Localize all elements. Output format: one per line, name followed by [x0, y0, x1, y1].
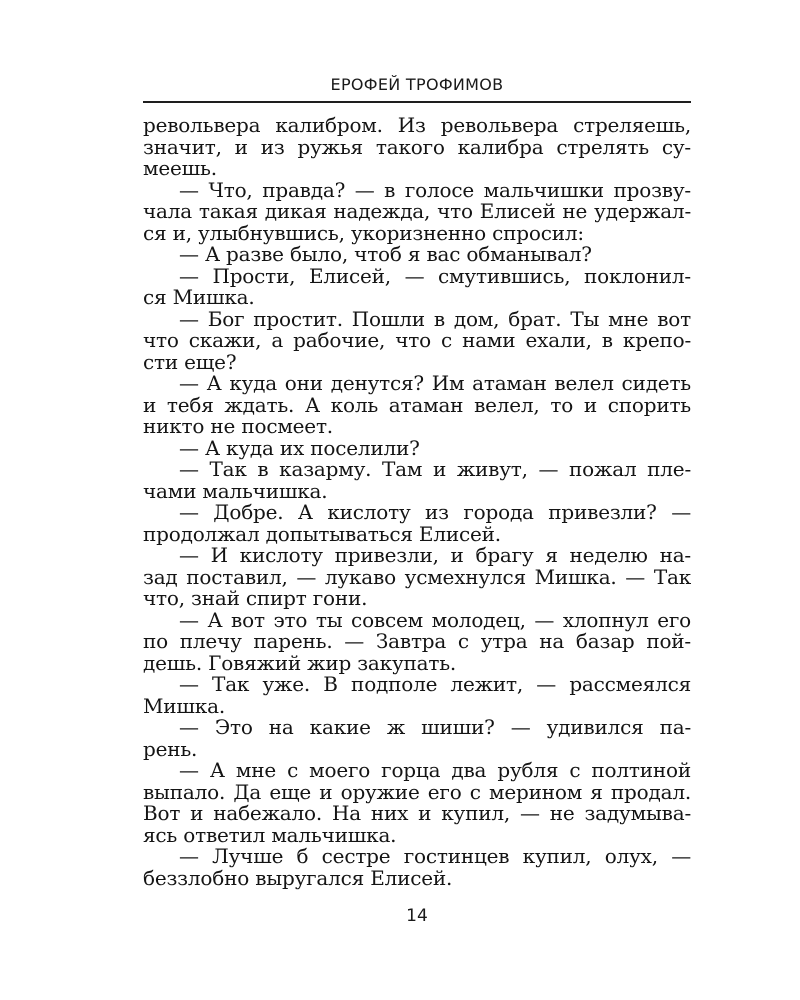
text-line: — Добре. А кислоту из города привезли? —: [179, 500, 691, 524]
text-line: — А разве было, чтоб я вас обманывал?: [179, 242, 592, 266]
text-line: значит, и из ружья такого калибра стрелять су-: [143, 134, 691, 159]
text-line: ся и, улыбнувшись, укоризненно спросил:: [143, 220, 584, 245]
text-line: — Так уже. В подполе лежит, — рассмеялся: [179, 672, 691, 696]
text-line: и тебя ждать. А коль атаман велел, то и спорить: [143, 392, 691, 417]
text-line: — Что, правда? — в голосе мальчишки прозву-: [179, 177, 691, 202]
body-text: [143, 115, 691, 889]
text-line: — И кислоту привезли, и брагу я неделю на-: [179, 543, 691, 567]
text-line: сти еще?: [143, 349, 237, 374]
page-number: 14: [406, 906, 428, 926]
text-line: — А вот это ты совсем молодец, — хлопнул его: [179, 607, 691, 632]
text-line: что скажи, а рабочие, что с нами ехали, в крепо-: [143, 328, 691, 352]
text-line: — Так в казарму. Там и живут, — пожал пле-: [179, 457, 691, 481]
header-rule: [143, 101, 691, 103]
text-line: по плечу парень. — Завтра с утра на базар пой-: [143, 629, 691, 653]
text-line: чала такая дикая надежда, что Елисей не удержал-: [143, 199, 691, 223]
text-line: беззлобно выругался Елисей.: [143, 865, 453, 890]
text-line: ся Мишка.: [143, 285, 255, 309]
text-line: Вот и набежало. На них и купил, — не задумыва-: [143, 801, 691, 825]
text-line: что, знай спирт гони.: [143, 586, 368, 610]
text-line: револьвера калибром. Из револьвера стреляешь,: [143, 113, 691, 137]
text-line: Мишка.: [143, 693, 225, 718]
text-line: — Это на какие ж шиши? — удивился па-: [179, 715, 691, 739]
text-line: зад поставил, — лукаво усмехнулся Мишка. — Так: [143, 564, 691, 589]
text-line: ясь ответил мальчишка.: [143, 822, 397, 847]
text-line: — Лучше б сестре гостинцев купил, олух, —: [179, 844, 691, 868]
text-line: никто не посмеет.: [143, 414, 333, 438]
text-line: — Прости, Елисей, — смутившись, поклонил-: [179, 263, 691, 288]
text-line: чами мальчишка.: [143, 478, 328, 503]
text-line: продолжал допытываться Елисей.: [143, 521, 501, 546]
running-header-title: ЕРОФЕЙ ТРОФИМОВ: [330, 75, 504, 94]
text-line: — А мне с моего горца два рубля с полтиной: [179, 758, 691, 782]
text-line: дешь. Говяжий жир закупать.: [143, 650, 457, 675]
text-line: меешь.: [143, 156, 217, 180]
text-line: рень.: [143, 736, 198, 761]
text-line: — Бог простит. Пошли в дом, брат. Ты мне вот: [179, 306, 691, 331]
text-line: — А куда они денутся? Им атаман велел сидеть: [179, 371, 691, 395]
text-line: — А куда их поселили?: [179, 435, 420, 460]
text-line: выпало. Да еще и оружие его с мерином я продал.: [143, 779, 691, 804]
